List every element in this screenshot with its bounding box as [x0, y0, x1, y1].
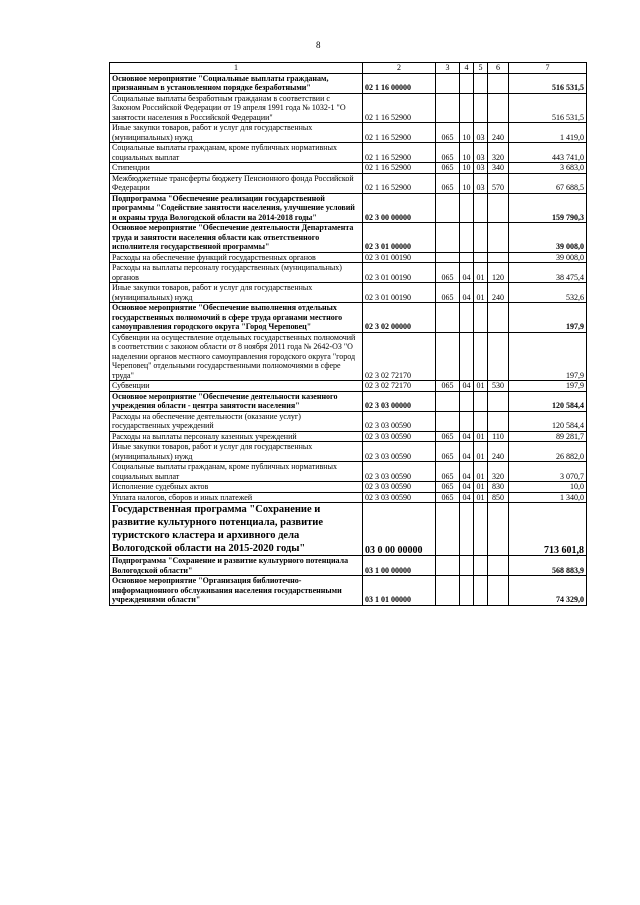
amount: 120 584,4	[509, 411, 587, 431]
expense-type-code	[488, 391, 509, 411]
item-name: Социальные выплаты гражданам, кроме публичных нормативных социальных выплат	[110, 143, 363, 163]
expense-type-code: 830	[488, 482, 509, 493]
section-code: 04	[460, 283, 474, 303]
table-row	[110, 442, 587, 462]
header-col-4: 4	[460, 63, 474, 74]
table-row	[110, 93, 587, 123]
expense-type-code	[488, 556, 509, 576]
table-row	[110, 73, 587, 93]
amount: 74 329,0	[509, 576, 587, 606]
table-row	[110, 143, 587, 163]
amount: 532,6	[509, 283, 587, 303]
amount: 26 882,0	[509, 442, 587, 462]
amount: 516 531,5	[509, 93, 587, 123]
expense-type-code: 120	[488, 263, 509, 283]
expense-type-code: 570	[488, 173, 509, 193]
grbs-code: 065	[436, 173, 460, 193]
subsection-code	[474, 391, 488, 411]
section-code	[460, 93, 474, 123]
subsection-code: 01	[474, 263, 488, 283]
target-code: 02 1 16 52900	[363, 173, 436, 193]
table-row	[110, 193, 587, 223]
amount: 38 475,4	[509, 263, 587, 283]
subsection-code	[474, 576, 488, 606]
grbs-code	[436, 93, 460, 123]
table-row	[110, 391, 587, 411]
section-code: 04	[460, 492, 474, 503]
table-row	[110, 332, 587, 381]
amount: 516 531,5	[509, 73, 587, 93]
amount: 39 008,0	[509, 252, 587, 263]
expense-type-code	[488, 503, 509, 556]
item-name: Субвенции	[110, 381, 363, 392]
amount: 1 419,0	[509, 123, 587, 143]
section-code	[460, 576, 474, 606]
target-code: 02 3 03 00590	[363, 431, 436, 442]
subsection-code: 01	[474, 462, 488, 482]
subsection-code: 01	[474, 283, 488, 303]
amount: 713 601,8	[509, 503, 587, 556]
item-name: Основное мероприятие "Обеспечение выполнения отдельных государственных полномочий в сфере труда органами местного самоуправления городского округа "Город Череповец"	[110, 303, 363, 333]
header-col-7: 7	[509, 63, 587, 74]
target-code: 02 1 16 52900	[363, 143, 436, 163]
section-code: 10	[460, 143, 474, 163]
table-row	[110, 263, 587, 283]
grbs-code: 065	[436, 381, 460, 392]
table-row	[110, 252, 587, 263]
expense-type-code: 240	[488, 283, 509, 303]
target-code: 02 3 03 00000	[363, 391, 436, 411]
section-code: 04	[460, 381, 474, 392]
subsection-code	[474, 193, 488, 223]
target-code: 02 3 01 00190	[363, 263, 436, 283]
item-name: Иные закупки товаров, работ и услуг для государственных (муниципальных) нужд	[110, 123, 363, 143]
item-name: Межбюджетные трансферты бюджету Пенсионного фонда Российской Федерации	[110, 173, 363, 193]
item-name: Исполнение судебных актов	[110, 482, 363, 493]
grbs-code: 065	[436, 462, 460, 482]
grbs-code	[436, 252, 460, 263]
grbs-code	[436, 556, 460, 576]
table-row	[110, 431, 587, 442]
table-row	[110, 223, 587, 253]
subsection-code: 01	[474, 482, 488, 493]
section-code: 04	[460, 263, 474, 283]
table-body	[110, 63, 587, 606]
target-code: 03 1 00 00000	[363, 556, 436, 576]
table-row	[110, 411, 587, 431]
subsection-code: 01	[474, 381, 488, 392]
item-name: Социальные выплаты гражданам, кроме публичных нормативных социальных выплат	[110, 462, 363, 482]
subsection-code	[474, 223, 488, 253]
expense-type-code: 240	[488, 442, 509, 462]
section-code	[460, 332, 474, 381]
expense-type-code: 320	[488, 143, 509, 163]
grbs-code: 065	[436, 492, 460, 503]
grbs-code	[436, 303, 460, 333]
grbs-code: 065	[436, 163, 460, 174]
item-name: Основное мероприятие "Социальные выплаты гражданам, признанным в установленном порядке безработными"	[110, 73, 363, 93]
grbs-code: 065	[436, 482, 460, 493]
section-code	[460, 503, 474, 556]
subsection-code	[474, 556, 488, 576]
budget-table	[109, 62, 587, 606]
subsection-code	[474, 252, 488, 263]
expense-type-code	[488, 252, 509, 263]
header-col-6: 6	[488, 63, 509, 74]
amount: 443 741,0	[509, 143, 587, 163]
item-name: Социальные выплаты безработным гражданам в соответствии с Законом Российской Федерации от 19 апреля 1991 года № 1032-1 "О занятости населения в Российской Федерации"	[110, 93, 363, 123]
item-name: Уплата налогов, сборов и иных платежей	[110, 492, 363, 503]
table-row	[110, 163, 587, 174]
table-row	[110, 503, 587, 556]
subsection-code: 01	[474, 431, 488, 442]
expense-type-code	[488, 73, 509, 93]
table-row	[110, 482, 587, 493]
expense-type-code	[488, 193, 509, 223]
subsection-code	[474, 73, 488, 93]
header-col-3: 3	[436, 63, 460, 74]
item-name: Подпрограмма "Сохранение и развитие культурного потенциала Вологодской области"	[110, 556, 363, 576]
expense-type-code	[488, 303, 509, 333]
target-code: 02 3 03 00590	[363, 482, 436, 493]
expense-type-code	[488, 223, 509, 253]
page-number: 8	[316, 40, 321, 50]
section-code: 10	[460, 123, 474, 143]
grbs-code	[436, 411, 460, 431]
header-col-2: 2	[363, 63, 436, 74]
item-name: Субвенции на осуществление отдельных государственных полномочий в соответствии с законом области от 8 ноября 2011 года № 2642-ОЗ "О наделении органов местного самоуправления городского округа "город Череповец" отдельными государственными полномочиями в сфере труда"	[110, 332, 363, 381]
amount: 159 790,3	[509, 193, 587, 223]
section-code	[460, 252, 474, 263]
grbs-code	[436, 223, 460, 253]
section-code: 10	[460, 163, 474, 174]
item-name: Иные закупки товаров, работ и услуг для государственных (муниципальных) нужд	[110, 442, 363, 462]
grbs-code	[436, 391, 460, 411]
grbs-code	[436, 332, 460, 381]
section-code	[460, 303, 474, 333]
table-row	[110, 381, 587, 392]
expense-type-code	[488, 93, 509, 123]
expense-type-code: 530	[488, 381, 509, 392]
expense-type-code: 320	[488, 462, 509, 482]
subsection-code: 01	[474, 442, 488, 462]
subsection-code: 01	[474, 492, 488, 503]
expense-type-code	[488, 576, 509, 606]
grbs-code: 065	[436, 431, 460, 442]
amount: 10,0	[509, 482, 587, 493]
header-col-5: 5	[474, 63, 488, 74]
item-name: Основное мероприятие "Обеспечение деятельности Департамента труда и занятости населения области как ответственного исполнителя государственной программы"	[110, 223, 363, 253]
table-row	[110, 283, 587, 303]
section-code	[460, 73, 474, 93]
expense-type-code: 850	[488, 492, 509, 503]
target-code: 02 3 03 00590	[363, 411, 436, 431]
table-row	[110, 123, 587, 143]
amount: 197,9	[509, 332, 587, 381]
amount: 39 008,0	[509, 223, 587, 253]
target-code: 02 1 16 52900	[363, 93, 436, 123]
item-name: Подпрограмма "Обеспечение реализации государственной программы "Содействие занятости населения, улучшение условий и охраны труда Вологодской области на 2014-2018 годы"	[110, 193, 363, 223]
amount: 197,9	[509, 381, 587, 392]
target-code: 02 3 01 00190	[363, 283, 436, 303]
table-row	[110, 556, 587, 576]
section-code: 10	[460, 173, 474, 193]
target-code: 03 0 00 00000	[363, 503, 436, 556]
target-code: 02 3 02 00000	[363, 303, 436, 333]
section-code	[460, 223, 474, 253]
expense-type-code	[488, 332, 509, 381]
expense-type-code: 340	[488, 163, 509, 174]
amount: 3 070,7	[509, 462, 587, 482]
grbs-code	[436, 503, 460, 556]
subsection-code: 03	[474, 173, 488, 193]
grbs-code: 065	[436, 442, 460, 462]
target-code: 02 1 16 52900	[363, 123, 436, 143]
item-name: Иные закупки товаров, работ и услуг для государственных (муниципальных) нужд	[110, 283, 363, 303]
expense-type-code: 110	[488, 431, 509, 442]
target-code: 02 3 00 00000	[363, 193, 436, 223]
subsection-code	[474, 332, 488, 381]
item-name: Расходы на обеспечение деятельности (оказание услуг) государственных учреждений	[110, 411, 363, 431]
section-code	[460, 391, 474, 411]
header-row	[110, 63, 587, 74]
target-code: 02 3 03 00590	[363, 442, 436, 462]
grbs-code: 065	[436, 283, 460, 303]
target-code: 02 3 01 00190	[363, 252, 436, 263]
table-row	[110, 462, 587, 482]
grbs-code	[436, 576, 460, 606]
item-name: Расходы на выплаты персоналу казенных учреждений	[110, 431, 363, 442]
amount: 89 281,7	[509, 431, 587, 442]
target-code: 02 3 03 00590	[363, 462, 436, 482]
grbs-code: 065	[436, 263, 460, 283]
section-code	[460, 411, 474, 431]
amount: 67 688,5	[509, 173, 587, 193]
target-code: 02 3 03 00590	[363, 492, 436, 503]
section-code: 04	[460, 482, 474, 493]
item-name: Стипендии	[110, 163, 363, 174]
item-name: Основное мероприятие "Организация библиотечно-информационного обслуживания населения государственными учреждениями области"	[110, 576, 363, 606]
amount: 120 584,4	[509, 391, 587, 411]
target-code: 02 3 02 72170	[363, 381, 436, 392]
expense-type-code: 240	[488, 123, 509, 143]
table-row	[110, 173, 587, 193]
subsection-code: 03	[474, 123, 488, 143]
item-name: Государственная программа "Сохранение и развитие культурного потенциала, развитие туристского кластера и архивного дела Вологодской области на 2015-2020 годы"	[110, 503, 363, 556]
target-code: 02 3 02 72170	[363, 332, 436, 381]
section-code	[460, 193, 474, 223]
target-code: 02 1 16 00000	[363, 73, 436, 93]
subsection-code: 03	[474, 163, 488, 174]
table-row	[110, 492, 587, 503]
amount: 568 883,9	[509, 556, 587, 576]
amount: 1 340,0	[509, 492, 587, 503]
expense-type-code	[488, 411, 509, 431]
amount: 3 683,0	[509, 163, 587, 174]
grbs-code	[436, 73, 460, 93]
grbs-code: 065	[436, 123, 460, 143]
item-name: Расходы на обеспечение функций государственных органов	[110, 252, 363, 263]
subsection-code	[474, 93, 488, 123]
subsection-code	[474, 503, 488, 556]
target-code: 03 1 01 00000	[363, 576, 436, 606]
header-col-1: 1	[110, 63, 363, 74]
grbs-code: 065	[436, 143, 460, 163]
subsection-code	[474, 303, 488, 333]
section-code	[460, 556, 474, 576]
target-code: 02 1 16 52900	[363, 163, 436, 174]
target-code: 02 3 01 00000	[363, 223, 436, 253]
amount: 197,9	[509, 303, 587, 333]
item-name: Расходы на выплаты персоналу государственных (муниципальных) органов	[110, 263, 363, 283]
section-code: 04	[460, 462, 474, 482]
table-row	[110, 576, 587, 606]
grbs-code	[436, 193, 460, 223]
section-code: 04	[460, 431, 474, 442]
section-code: 04	[460, 442, 474, 462]
table-row	[110, 303, 587, 333]
subsection-code: 03	[474, 143, 488, 163]
subsection-code	[474, 411, 488, 431]
item-name: Основное мероприятие "Обеспечение деятельности казенного учреждения области - центра занятости населения"	[110, 391, 363, 411]
